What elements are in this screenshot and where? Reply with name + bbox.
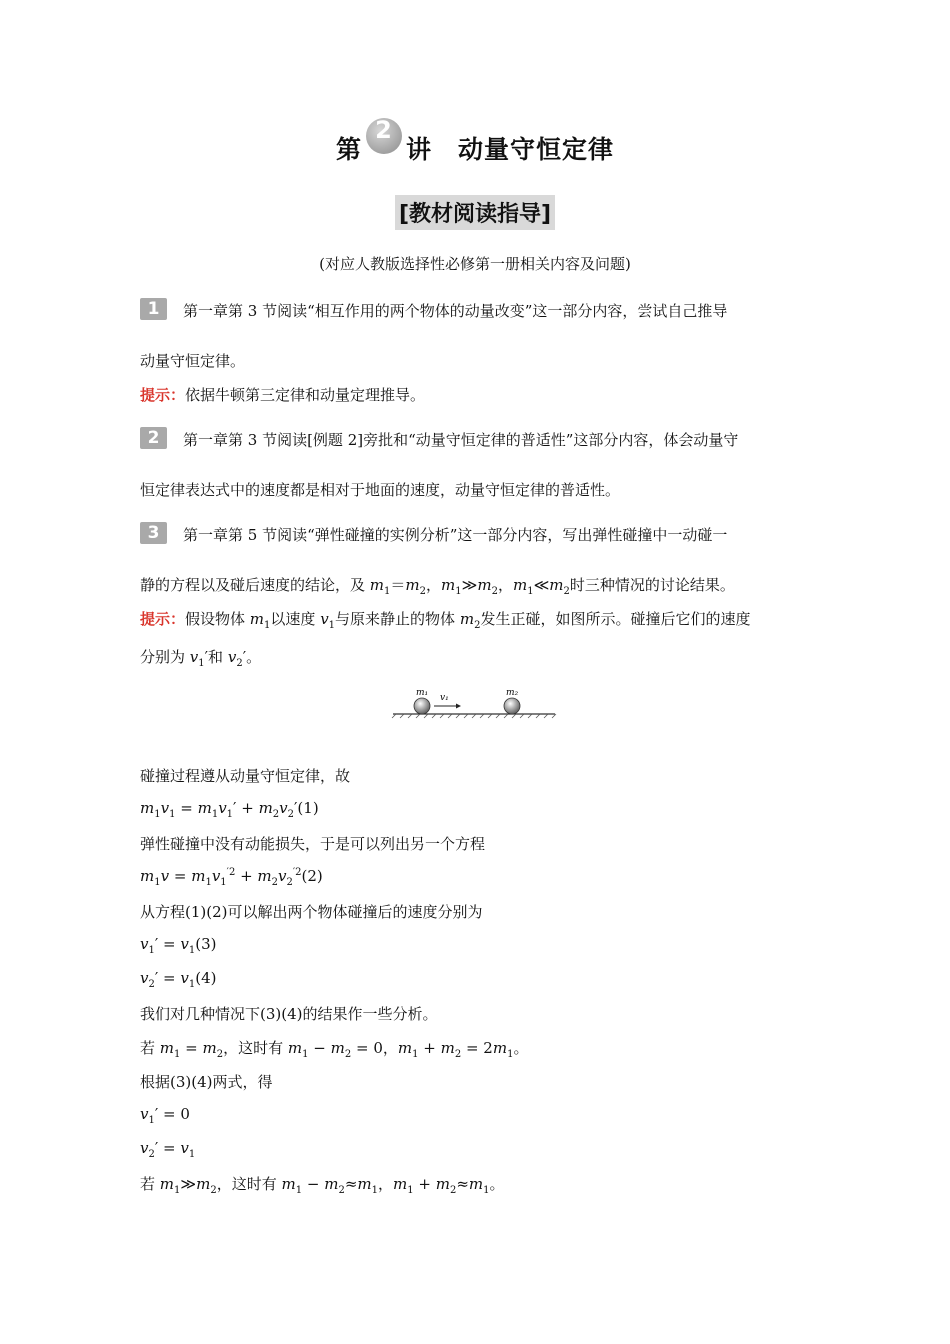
item-3-hint-line-2: 分别为 $v_1'$和 $v_2'$。: [140, 648, 262, 669]
title-suffix: 讲: [405, 135, 432, 164]
equation-2: $m_1v = m_1v_1^{'2} + m_2v_2^{'2}(2)$: [140, 867, 323, 888]
derivation-line-10: 根据(3)(4)两式，得: [140, 1073, 273, 1091]
item-badge: 1: [140, 298, 167, 320]
label-m1: m₁: [416, 688, 429, 698]
label-m2: m₂: [506, 688, 519, 698]
item-badge: 2: [140, 427, 167, 449]
title-prefix: 第: [335, 135, 362, 164]
item-2-line-2: 恒定律表达式中的速度都是相对于地面的速度，动量守恒定律的普适性。: [140, 481, 621, 499]
item-1-line-2: 动量守恒定律。: [140, 352, 246, 370]
equation-4: $v_2' = v_1(4)$: [140, 969, 217, 990]
equation-3: $v_1' = v_1(3)$: [140, 935, 217, 956]
section-heading: [教材阅读指导]: [0, 195, 950, 230]
item-3-line-2: 静的方程以及碰后速度的结论，及 $m_1=m_2$，$m_1≫m_2$，$m_1≪m_2$时三种情况的讨论结果。: [140, 576, 735, 597]
case-equal-masses: 若 $m_1 = m_2$，这时有 $m_1 - m_2 = 0$，$m_1 + m_2 = 2m_1$。: [140, 1039, 529, 1060]
label-v1: v₁: [440, 693, 449, 703]
derivation-line-1: 碰撞过程遵从动量守恒定律，故: [140, 767, 351, 785]
item-3-hint: 提示：假设物体 $m_1$以速度 $v_1$与原来静止的物体 $m_2$发生正碰，如图所示。碰撞后它们的速度: [140, 610, 751, 631]
lesson-title: [0, 116, 950, 166]
item-badge: 3: [140, 522, 167, 544]
lesson-number-badge: [364, 116, 404, 164]
equation-1: $m_1v_1 = m_1v_1' + m_2v_2'(1)$: [140, 799, 319, 820]
item-1-line-1: 1 第一章第 3 节阅读“相互作用的两个物体的动量改变”这一部分内容，尝试自己推导: [140, 298, 727, 321]
result-v1: $v_1' = 0$: [140, 1105, 190, 1126]
ball-m1: [414, 698, 430, 714]
title-name: 动量守恒定律: [458, 135, 615, 164]
lesson-number: 2: [375, 116, 393, 144]
item-3-line-1: 3 第一章第 5 节阅读“弹性碰撞的实例分析”这一部分内容，写出弹性碰撞中一动碰一: [140, 522, 727, 545]
reference-note: (对应人教版选择性必修第一册相关内容及问题): [319, 255, 631, 273]
item-1-hint: 提示：依据牛顿第三定律和动量定理推导。: [140, 386, 426, 404]
derivation-line-5: 从方程(1)(2)可以解出两个物体碰撞后的速度分别为: [140, 903, 483, 921]
collision-figure: [390, 684, 560, 724]
derivation-line-3: 弹性碰撞中没有动能损失，于是可以列出另一个方程: [140, 835, 486, 853]
item-2-line-1: 2 第一章第 3 节阅读[例题 2]旁批和“动量守恒定律的普适性”这部分内容，体会动量守: [140, 427, 738, 450]
ball-m2: [504, 698, 520, 714]
derivation-line-8: 我们对几种情况下(3)(4)的结果作一些分析。: [140, 1005, 438, 1023]
case-heavy-m1: 若 $m_1≫m_2$，这时有 $m_1 - m_2\approx m_1$，$m_1 + m_2\approx m_1$。: [140, 1175, 505, 1196]
result-v2: $v_2' = v_1$: [140, 1139, 196, 1160]
